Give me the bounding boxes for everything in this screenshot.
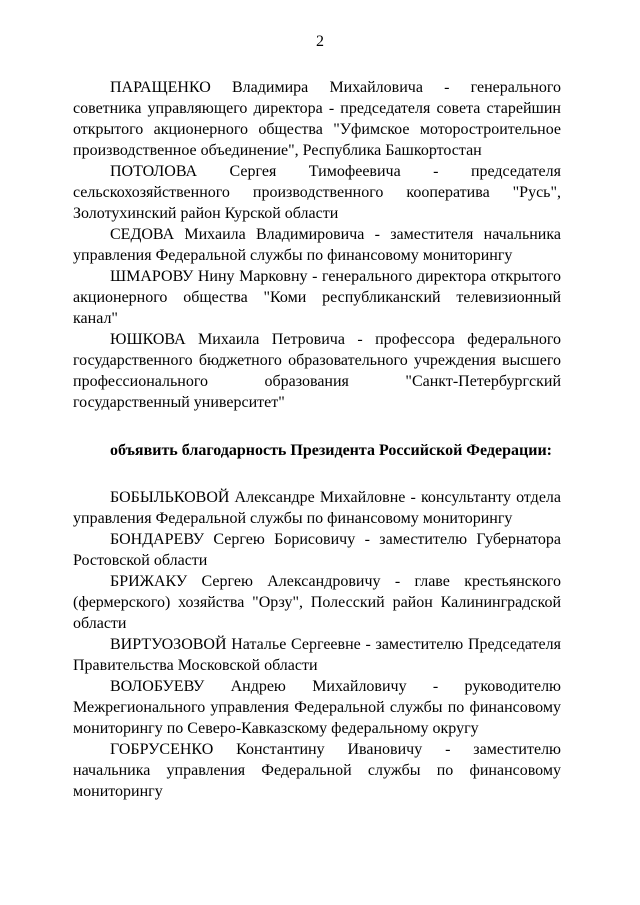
honoree-entry: ЮШКОВА Михаила Петровича - профессора федерального государственного бюджетного образовательного учреждения высшего профессионального образования "Санкт-Петербургский государственный университет" [73,331,561,411]
honoree-entry: БОБЫЛЬКОВОЙ Александре Михайловне - консультанту отдела управления Федеральной службы по финансовому мониторингу [73,489,561,527]
honoree-entry: БОНДАРЕВУ Сергею Борисовичу - заместителю Губернатора Ростовской области [73,531,561,569]
honoree-entry: ШМАРОВУ Нину Марковну - генерального директора открытого акционерного общества "Коми республиканский телевизионный канал" [73,268,561,327]
honoree-entry: ГОБРУСЕНКО Константину Ивановичу - заместителю начальника управления Федеральной службы по финансовому мониторингу [73,741,561,800]
honoree-entry: ПОТОЛОВА Сергея Тимофеевича - председателя сельскохозяйственного производственного кооператива "Русь", Золотухинский район Курской области [73,163,561,222]
honoree-list-one [73,77,561,413]
honoree-entry: БРИЖАКУ Сергею Александровичу - главе крестьянского (фермерского) хозяйства "Орзу", Полесский район Калининградской области [73,573,561,632]
honoree-entry: ВОЛОБУЕВУ Андрею Михайловичу - руководителю Межрегионального управления Федеральной службы по финансовому мониторингу по Северо-Кавказскому федеральному округу [73,678,561,737]
honoree-entry: ПАРАЩЕНКО Владимира Михайловича - генерального советника управляющего директора - председателя совета старейшин открытого акционерного общества "Уфимское моторостроительное производственное объединение", Республика Башкортостан [73,79,561,159]
honoree-entry: ВИРТУОЗОВОЙ Наталье Сергеевне - заместителю Председателя Правительства Московской области [73,636,561,674]
honoree-entry: СЕДОВА Михаила Владимировича - заместителя начальника управления Федеральной службы по финансовому мониторингу [73,226,561,264]
section-heading: объявить благодарность Президента Российской Федерации: [110,442,552,459]
document-body [73,77,561,802]
page-number: 2 [316,33,324,50]
honoree-list-two [73,487,561,802]
